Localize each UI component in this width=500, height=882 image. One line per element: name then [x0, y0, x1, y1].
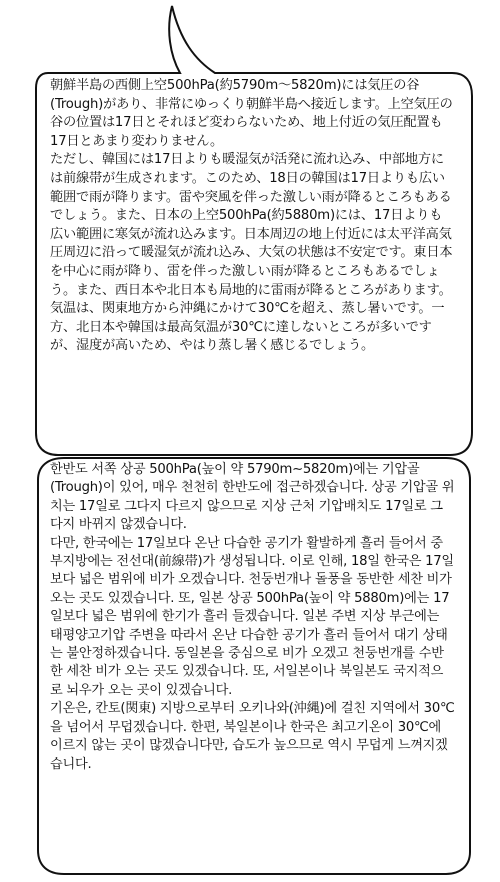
korean-forecast-text: 한반도 서쪽 상공 500hPa(높이 약 5790m∼5820m)에는 기압골(Trough)이 있어, 매우 천천히 한반도에 접근하겠습니다. 상공 기압골 위치는 17일로 그다지 다르지 않으므로 지상 근처 기압배치도 17일로 그다지 바뀌지 않겠습니다. 다만, 한국에는 17일보다 온난 다습한 공기가 활발하게 흘러 들어서 중부지방에는 전선대(前線帯)가 생성됩니다. 이로 인해, 18일 한국은 17일보다 넓은 범위에 비가 오겠습니다. 천둥번개나 돌풍을 동반한 세찬 비가 오는 곳도 있겠습니다. 또, 일본 상공 500hPa(높이 약 5880m)에는 17일보다 넓은 범위에 한기가 흘러 들겠습니다. 일본 주변 지상 부근에는 태평양고기압 주변을 따라서 온난 다습한 공기가 흘러 들어서 대기 상태는 불안정하겠습니다. 동일본을 중심으로 비가 오겠고 천둥번개를 수반한 세찬 비가 오는 곳도 있겠습니다. 또, 서일본이나 북일본도 국지적으로 뇌우가 오는 곳이 있겠습니다. 기온은, 칸토(関東) 지방으로부터 오키나와(沖縄)에 걸친 지역에서 30℃을 넘어서 무덥겠습니다. 한편, 북일본이나 한국은 최고기온이 30℃에 이르지 않는 곳이 많겠습니다만, 습도가 높으므로 역시 무덥게 느껴지겠습니다. — [50, 462, 455, 772]
japanese-forecast-text: 朝鮮半島の西側上空500hPa(約5790m〜5820m)には気圧の谷(Trough)があり、非常にゆっくり朝鮮半島へ接近します。上空気圧の谷の位置は17日とそれほど変わらないため、地上付近の気圧配置も17日とあまり変わりません。 ただし、韓国には17日よりも暖湿気が活発に流れ込み、中部地方には前線帯が生成されます。このため、18日の韓国は17日よりも広い範囲で雨が降ります。雷や突風を伴った激しい雨が降るところもあるでしょう。また、日本の上空500hPa(約5880m)には、17日よりも広い範囲に寒気が流れ込みます。日本周辺の地上付近には太平洋高気圧周辺に沿って暖湿気が流れ込み、大気の状態は不安定です。東日本を中心に雨が降り、雷を伴った激しい雨が降るところもあるでしょう。また、西日本や北日本も局地的に雷雨が降るところがあります。 気温は、関東地方から沖縄にかけて30℃を超え、蒸し暑いです。一方、北日本や韓国は最高気温が30℃に達しないところが多いですが、湿度が高いため、やはり蒸し暑く感じるでしょう。 — [50, 78, 453, 354]
